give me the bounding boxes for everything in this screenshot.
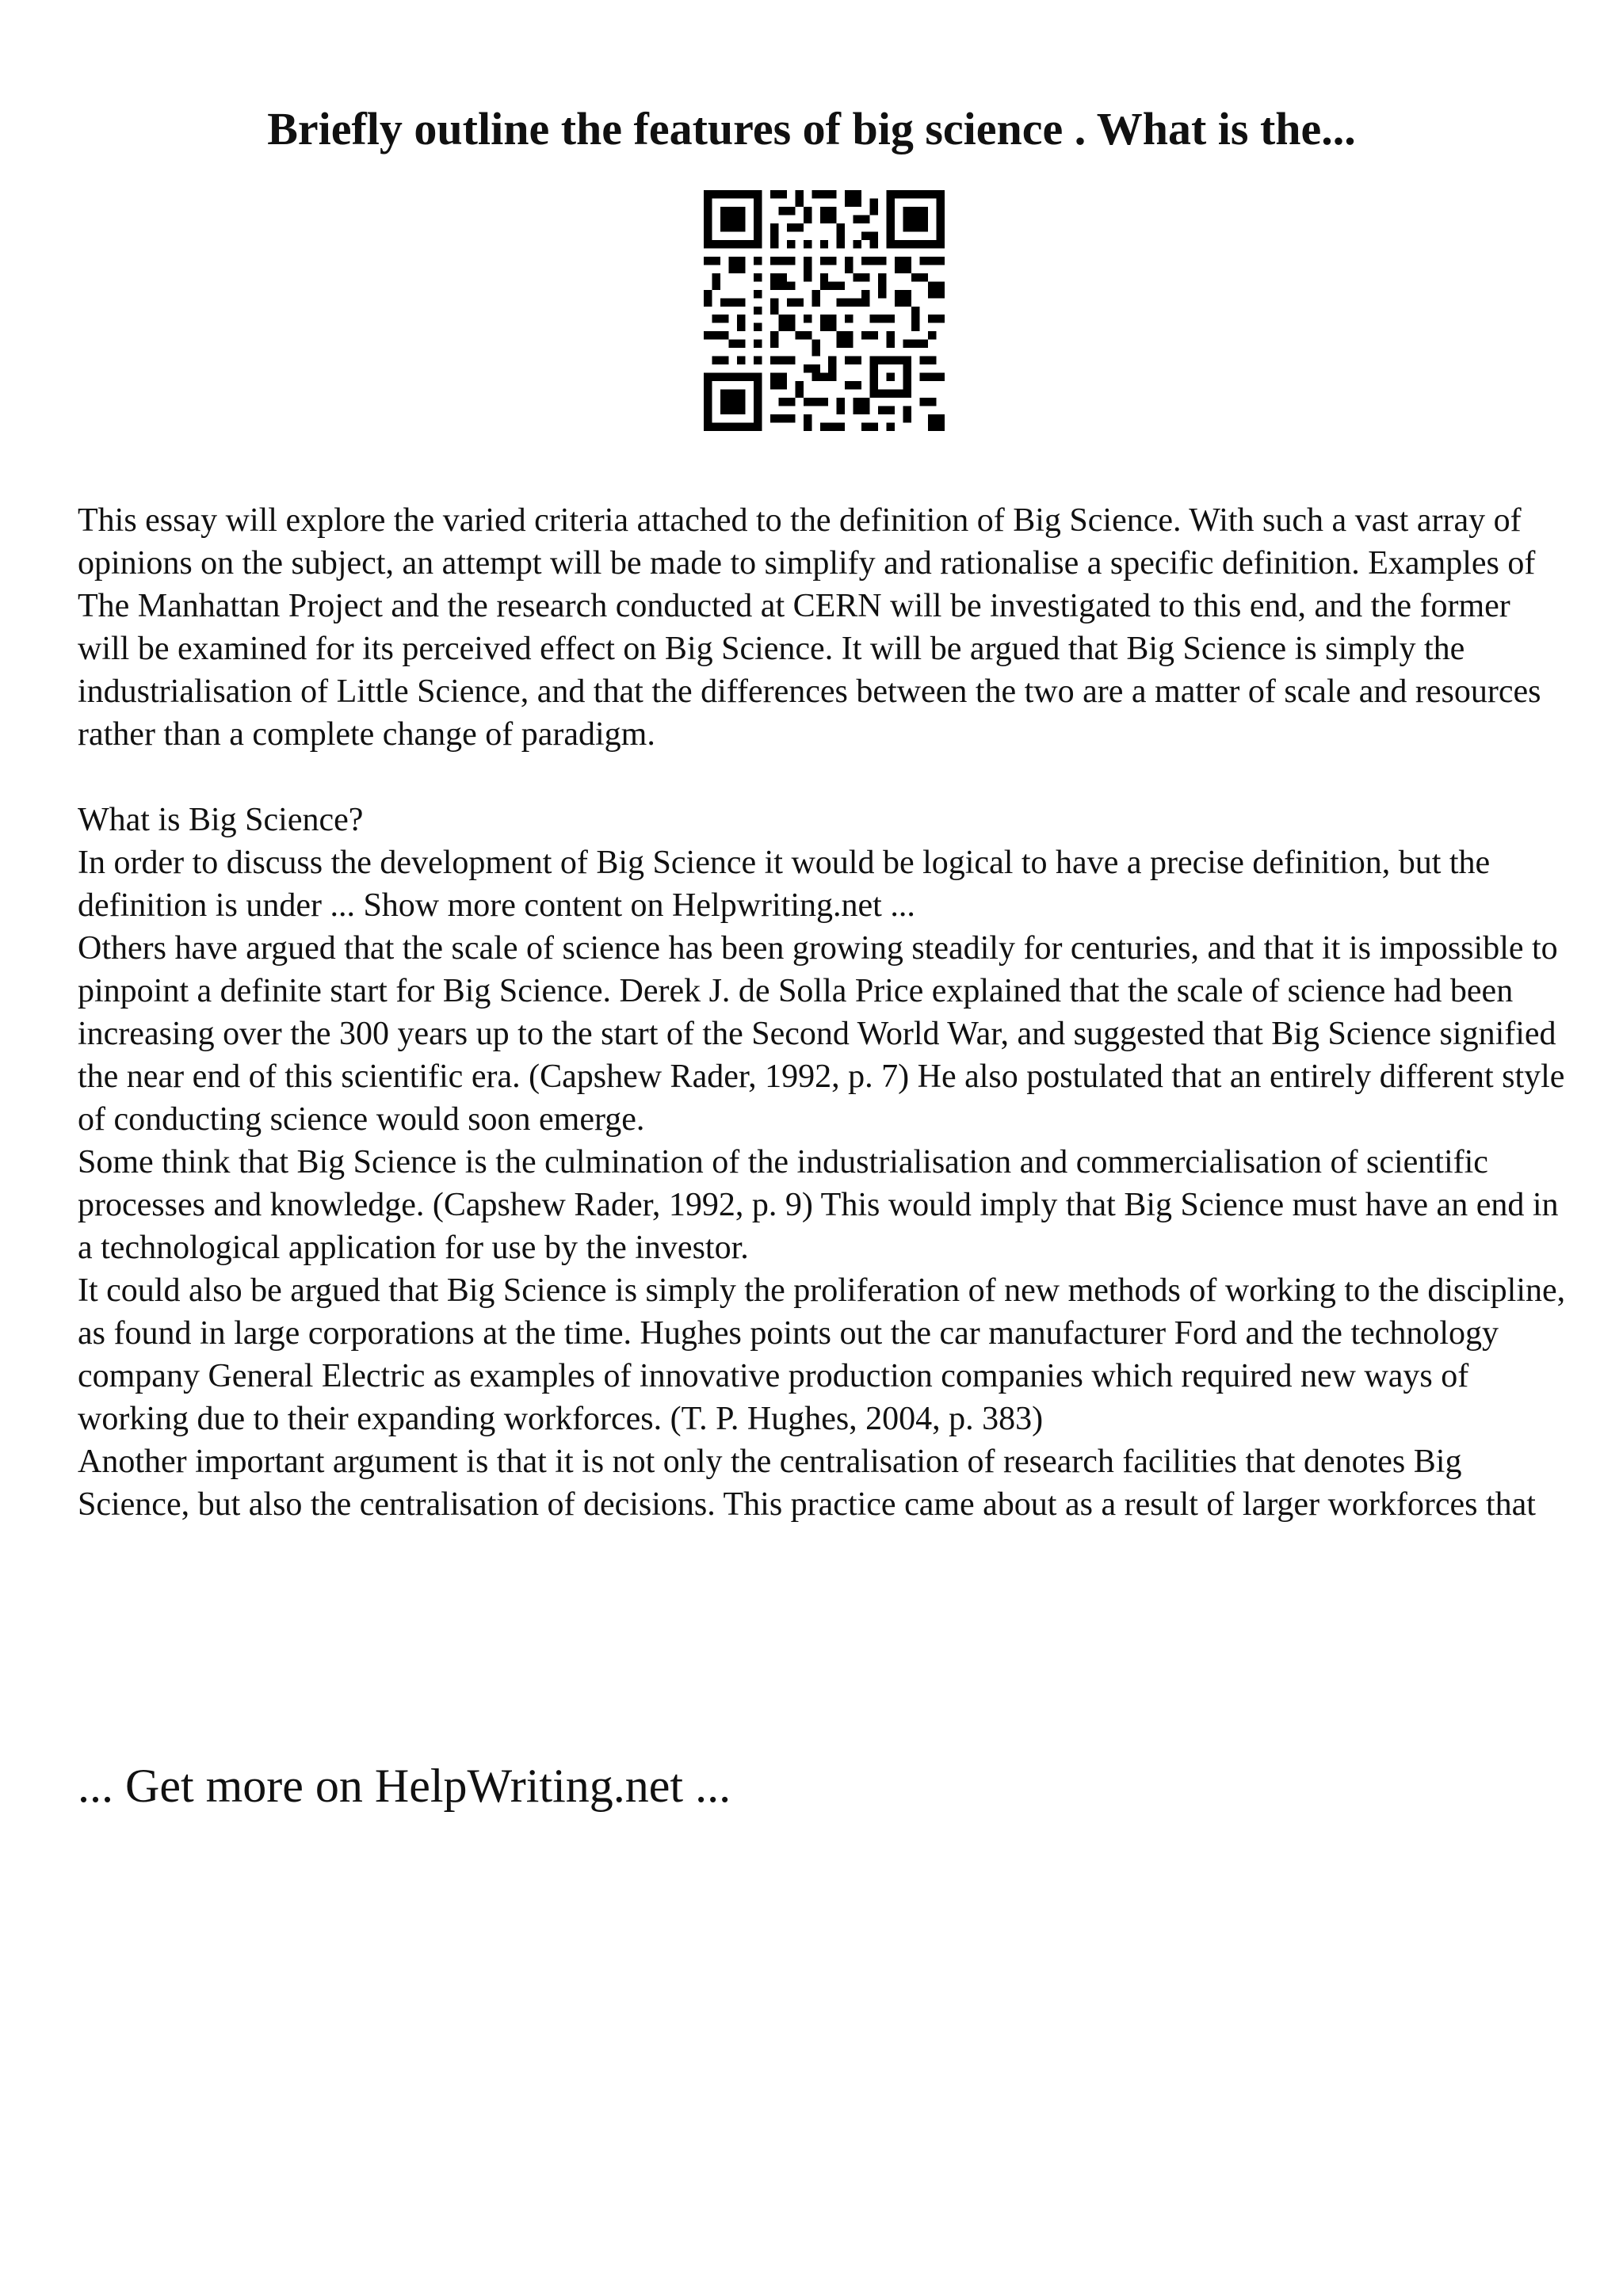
section-heading: What is Big Science? xyxy=(78,802,364,838)
page-title: Briefly outline the features of big science . What is the... xyxy=(267,103,1356,154)
qr-code-icon xyxy=(704,190,945,431)
get-more-link[interactable]: ... Get more on HelpWriting.net ... xyxy=(78,1760,731,1812)
essay-body xyxy=(78,499,1568,1526)
paragraph-spacer xyxy=(78,756,1568,799)
centralisation-paragraph: Another important argument is that it is not only the centralisation of research facilities that denotes Big Science, but also the centralisation of decisions. This practice came about as a result of larger workforces that xyxy=(78,1444,1536,1523)
intro-paragraph: This essay will explore the varied criteria attached to the definition of Big Science. With such a vast array of opinions on the subject, an attempt will be made to simplify and rationalise a specific definition. Examples of The Manhattan Project and the research conducted at CERN will be investigated to this end, and the former will be examined for its perceived effect on Big Science. It will be argued that Big Science is simply the industrialisation of Little Science, and that the differences between the two are a matter of scale and resources rather than a complete change of paradigm. xyxy=(78,502,1541,753)
culmination-paragraph: Some think that Big Science is the culmination of the industrialisation and commercialisation of scientific processes and knowledge. (Capshew Rader, 1992, p. 9) This would imply that Big Science must have an end in a technological application for use by the investor. xyxy=(78,1144,1559,1266)
proliferation-paragraph: It could also be argued that Big Science is simply the proliferation of new methods of working to the discipline, as found in large corporations at the time. Hughes points out the car manufacturer Ford and the technology company General Electric as examples of innovative production companies which required new ways of working due to their expanding workforces. (T. P. Hughes, 2004, p. 383) xyxy=(78,1272,1566,1437)
others-paragraph: Others have argued that the scale of science has been growing steadily for centuries, and that it is impossible to pinpoint a definite start for Big Science. Derek J. de Solla Price explained that the scale of science had been increasing over the 300 years up to the start of the Second World War, and suggested that Big Science signified the near end of this scientific era. (Capshew Rader, 1992, p. 7) He also postulated that an entirely different style of conducting science would soon emerge. xyxy=(78,930,1565,1138)
definition-paragraph: In order to discuss the development of Big Science it would be logical to have a precise definition, but the definition is under ... Show more content on Helpwriting.net ... xyxy=(78,845,1491,924)
